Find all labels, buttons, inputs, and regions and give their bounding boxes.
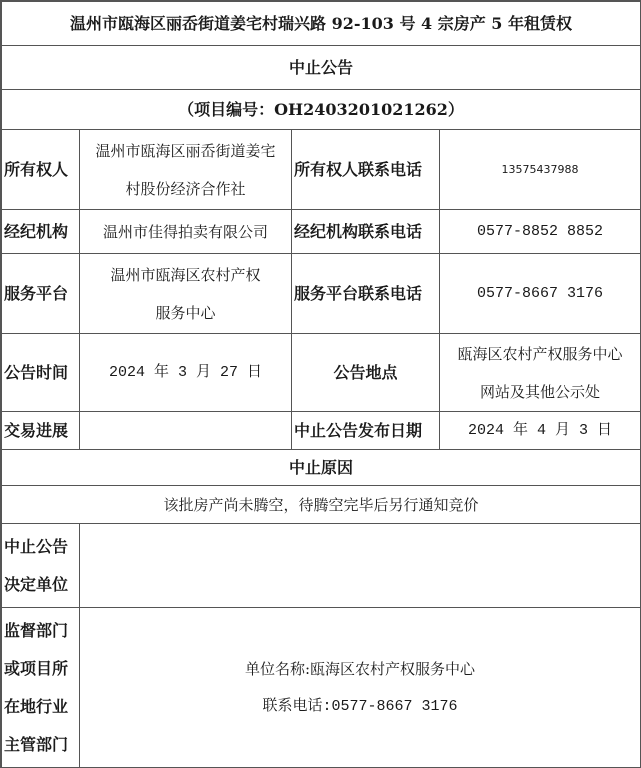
decision-label: [2, 524, 80, 608]
progress-label: 交易进展: [2, 412, 80, 450]
decision-label-line1: 中止公告: [4, 536, 69, 556]
platform-phone: 0577-8667 3176: [440, 254, 641, 334]
announcement-table: [1, 1, 641, 768]
decision-label-line2: 决定单位: [4, 574, 69, 594]
supervisor-contact: [80, 608, 641, 768]
supervisor-phone: 联系电话:0577-8667 3176: [262, 697, 458, 715]
platform-label: 服务平台: [2, 254, 80, 334]
platform-value-line2: 服务中心: [155, 303, 216, 322]
owner-value-line1: 温州市瓯海区丽岙街道姜宅: [95, 141, 276, 160]
notice-place-line2: 网站及其他公示处: [479, 382, 600, 401]
owner-value: [80, 130, 292, 210]
reason-text: 该批房产尚未腾空，待腾空完毕后另行通知竞价: [2, 486, 641, 524]
supervisor-label-line4: 主管部门: [4, 734, 69, 754]
agency-phone-label: 经纪机构联系电话: [292, 210, 440, 254]
owner-phone: 13575437988: [440, 130, 641, 210]
supervisor-unit: 单位名称:瓯海区农村产权服务中心: [244, 659, 476, 678]
owner-label: 所有权人: [2, 130, 80, 210]
suspension-date-label: 中止公告发布日期: [292, 412, 440, 450]
notice-place-line1: 瓯海区农村产权服务中心: [457, 344, 623, 363]
supervisor-label-line2: 或项目所: [4, 658, 69, 678]
platform-phone-label: 服务平台联系电话: [292, 254, 440, 334]
agency-label: 经纪机构: [2, 210, 80, 254]
supervisor-label-line1: 监督部门: [4, 620, 69, 640]
owner-value-line2: 村股份经济合作社: [125, 179, 246, 198]
project-number: （项目编号：OH2403201021262）: [2, 90, 641, 130]
supervisor-label: [2, 608, 80, 768]
notice-place: [440, 334, 641, 412]
agency-value: 温州市佳得拍卖有限公司: [80, 210, 292, 254]
title-line1: 温州市瓯海区丽岙街道姜宅村瑞兴路 92-103 号 4 宗房产 5 年租赁权: [2, 2, 641, 46]
owner-phone-label: 所有权人联系电话: [292, 130, 440, 210]
notice-time: 2024 年 3 月 27 日: [80, 334, 292, 412]
notice-place-label: 公告地点: [292, 334, 440, 412]
supervisor-label-line3: 在地行业: [4, 696, 69, 716]
suspension-date: 2024 年 4 月 3 日: [440, 412, 641, 450]
agency-phone: 0577-8852 8852: [440, 210, 641, 254]
title-line2: 中止公告: [2, 46, 641, 90]
notice-time-label: 公告时间: [2, 334, 80, 412]
reason-heading: 中止原因: [2, 450, 641, 486]
platform-value: [80, 254, 292, 334]
platform-value-line1: 温州市瓯海区农村产权: [110, 265, 261, 284]
progress-value: [80, 412, 292, 450]
decision-value: [80, 524, 641, 608]
